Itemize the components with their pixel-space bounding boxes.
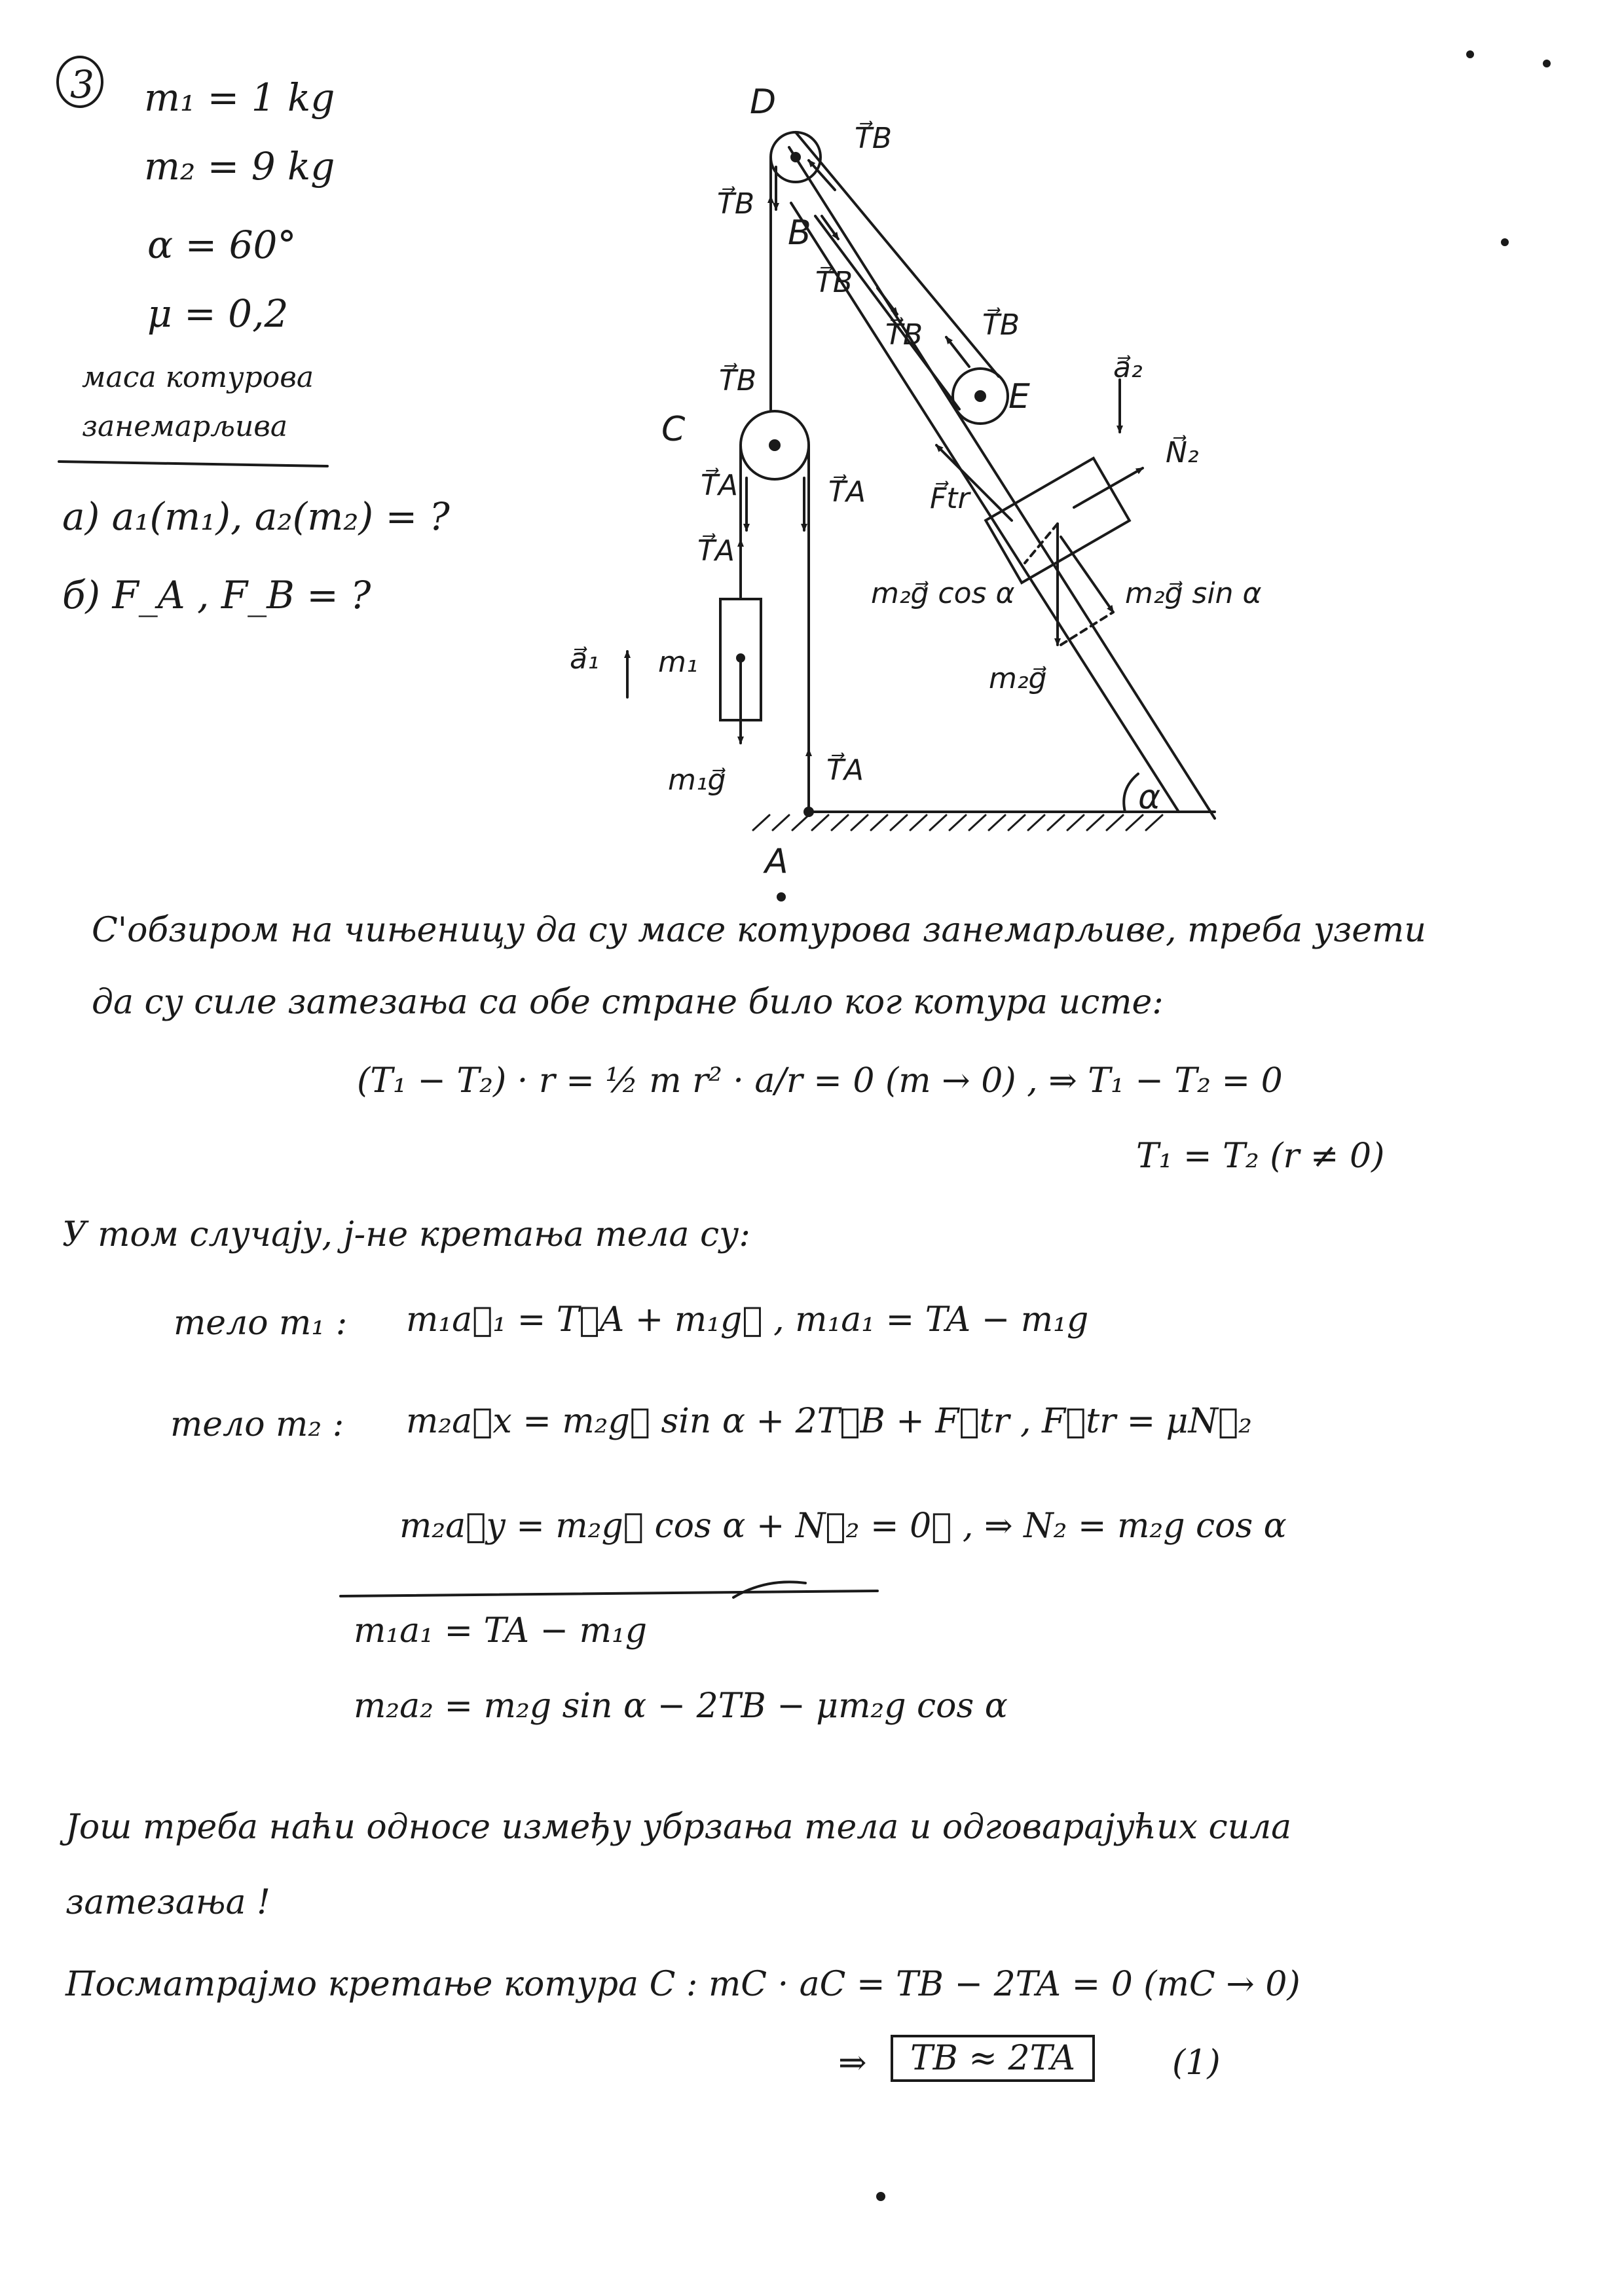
label-alpha: α bbox=[1138, 778, 1161, 817]
question-b: б) F_A , F_B = ? bbox=[62, 573, 371, 617]
given-note-2: занемарљива bbox=[82, 410, 288, 443]
label-n2: N⃗₂ bbox=[1166, 436, 1199, 469]
body-m2-label: тело m₂ : bbox=[170, 1405, 344, 1444]
body-m1-eq: m₁a⃗₁ = T⃗A + m₁g⃗ , m₁a₁ = TA − m₁g bbox=[406, 1300, 1089, 1339]
solution-eq-1b: T₁ = T₂ (r ≠ 0) bbox=[1136, 1137, 1385, 1176]
problem-number: 3 bbox=[70, 62, 94, 107]
solution-eq-1: (T₁ − T₂) · r = ½ m r² · a/r = 0 (m → 0) , ⇒ T₁ − T₂ = 0 bbox=[357, 1061, 1283, 1101]
label-tb-e: T⃗B bbox=[982, 308, 1020, 342]
result-ref: (1) bbox=[1172, 2043, 1221, 2083]
label-a: A bbox=[765, 842, 788, 881]
label-a2: a⃗₂ bbox=[1113, 351, 1143, 384]
solution-line-2: да су силе затезања са обе стране било ког котура исте: bbox=[92, 983, 1164, 1022]
ground-hatching bbox=[753, 815, 1162, 830]
body-m1-label: тело m₁ : bbox=[174, 1303, 348, 1343]
arrow-n2 bbox=[1074, 468, 1143, 507]
given-m2: m₂ = 9 kg bbox=[144, 144, 335, 189]
arrow-tb-diag2 bbox=[877, 288, 897, 314]
label-tb-c: T⃗B bbox=[719, 364, 757, 397]
solution-line-1: С'обзиром на чињеницу да су масе котурова занемарљиве, треба узети bbox=[92, 911, 1426, 950]
result-prefix: ⇒ bbox=[838, 2043, 867, 2083]
question-a: a) a₁(m₁), a₂(m₂) = ? bbox=[62, 494, 450, 539]
result-box: TB ≈ 2TA bbox=[891, 2035, 1095, 2082]
given-m1: m₁ = 1 kg bbox=[144, 75, 335, 120]
arrow-m2g-sin bbox=[1061, 537, 1113, 612]
arrow-m2g-cos bbox=[1025, 524, 1058, 563]
solution-line-4: Још треба наћи односе између убрзања тела и одговарајућих сила bbox=[65, 1808, 1292, 1847]
label-ta-block: T⃗A bbox=[697, 534, 735, 568]
label-a1: a⃗₁ bbox=[570, 642, 599, 676]
label-ta-left: T⃗A bbox=[701, 469, 738, 502]
given-note-1: маса котурова bbox=[82, 361, 314, 394]
label-tb-top: T⃗B bbox=[855, 122, 893, 155]
divider-scribble bbox=[733, 1582, 805, 1597]
label-tb-left: T⃗B bbox=[717, 187, 755, 221]
label-m1g: m₁g⃗ bbox=[668, 763, 726, 797]
label-b: B bbox=[788, 213, 811, 253]
body-m2-eq: m₂a⃗x = m₂g⃗ sin α + 2T⃗B + F⃗tr , F⃗tr = μN⃗₂ bbox=[406, 1402, 1253, 1441]
equation-divider bbox=[341, 1591, 877, 1596]
solution-line-5: затезања ! bbox=[65, 1883, 270, 1922]
arrow-tb-e-up bbox=[946, 337, 969, 367]
rope-b-e bbox=[815, 216, 959, 409]
label-m2g-sin: m₂g⃗ sin α bbox=[1125, 577, 1262, 610]
summary-eq-2: m₂a₂ = m₂g sin α − 2TB − μm₂g cos α bbox=[354, 1686, 1008, 1726]
label-c: C bbox=[661, 410, 686, 449]
angle-arc bbox=[1124, 774, 1138, 812]
given-mu: μ = 0,2 bbox=[147, 291, 289, 336]
solution-line-6: Посматрајмо кретање котура C : mC · aC = TB − 2TA = 0 (mC → 0) bbox=[65, 1965, 1301, 2004]
label-ftr: F⃗tr bbox=[930, 482, 970, 515]
label-ta-right: T⃗A bbox=[828, 475, 866, 509]
solution-line-3: У том случају, ј-не кретања тела су: bbox=[62, 1215, 750, 1254]
label-ta-bottom: T⃗A bbox=[826, 754, 864, 787]
label-m2g-cos: m₂g⃗ cos α bbox=[871, 577, 1015, 610]
label-d: D bbox=[750, 82, 777, 122]
label-e: E bbox=[1008, 377, 1030, 416]
label-m1: m₁ bbox=[658, 646, 698, 679]
label-tb-diag2: T⃗B bbox=[885, 318, 923, 352]
body-m2-eq-2: m₂a⃗y = m₂g⃗ cos α + N⃗₂ = 0⃗ , ⇒ N₂ = m₂g cos α bbox=[399, 1506, 1287, 1546]
given-underline bbox=[59, 462, 327, 466]
given-alpha: α = 60° bbox=[147, 223, 297, 267]
label-tb-diag1: T⃗B bbox=[815, 266, 853, 299]
summary-eq-1: m₁a₁ = TA − m₁g bbox=[354, 1611, 648, 1650]
label-m2g: m₂g⃗ bbox=[989, 662, 1047, 695]
